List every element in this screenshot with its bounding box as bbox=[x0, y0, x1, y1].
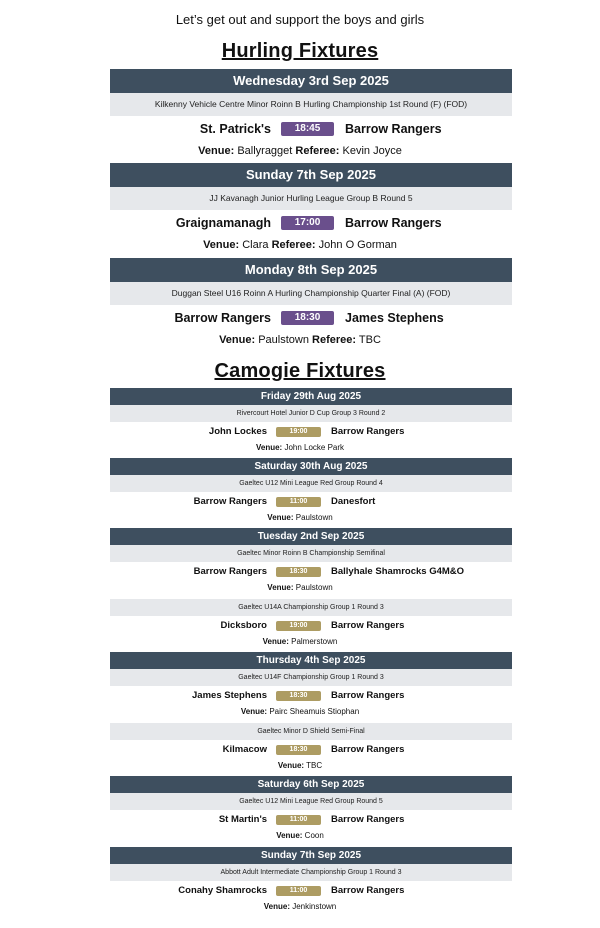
referee-value: John O Gorman bbox=[318, 239, 397, 251]
hurling-away-team: James Stephens bbox=[345, 311, 444, 325]
venue-value: Jenkinstown bbox=[292, 902, 337, 911]
camogie-away-team: Barrow Rangers bbox=[331, 814, 405, 825]
referee-value: Kevin Joyce bbox=[342, 145, 402, 157]
hurling-home-team: Barrow Rangers bbox=[174, 311, 271, 325]
camogie-time-badge: 11:00 bbox=[276, 497, 321, 507]
venue-value: Clara bbox=[242, 239, 269, 251]
camogie-away-team: Barrow Rangers bbox=[331, 885, 405, 896]
venue-value: Paulstown bbox=[295, 513, 333, 522]
camogie-home-team: John Lockes bbox=[208, 426, 267, 437]
hurling-away-team: Barrow Rangers bbox=[345, 122, 442, 136]
camogie-time-badge: 19:00 bbox=[276, 621, 321, 631]
venue-value: Ballyragget bbox=[237, 145, 293, 157]
camogie-date-bar: Friday 29th Aug 2025 bbox=[110, 388, 512, 405]
camogie-competition: Gaeltec U14A Championship Group 1 Round 3 bbox=[110, 599, 512, 616]
venue-label: Venue: bbox=[277, 761, 305, 770]
camogie-time-badge: 18:30 bbox=[276, 691, 321, 701]
camogie-date-bar: Saturday 30th Aug 2025 bbox=[110, 458, 512, 475]
camogie-competition: Abbott Adult Intermediate Championship Group 1 Round 3 bbox=[110, 864, 512, 881]
camogie-home-team: Conahy Shamrocks bbox=[178, 885, 267, 896]
camogie-date-bar: Sunday 7th Sep 2025 bbox=[110, 847, 512, 864]
hurling-section-title: Hurling Fixtures bbox=[221, 40, 379, 62]
hurling-time-badge: 18:30 bbox=[281, 311, 334, 325]
camogie-time-badge: 18:30 bbox=[276, 567, 321, 577]
venue-label: Venue: bbox=[267, 583, 294, 592]
venue-label: Venue: bbox=[219, 334, 256, 346]
camogie-venue-line bbox=[0, 442, 600, 453]
camogie-date-bar: Saturday 6th Sep 2025 bbox=[110, 776, 512, 793]
venue-label: Venue: bbox=[267, 513, 294, 522]
venue-label: Venue: bbox=[263, 902, 290, 911]
camogie-competition: Gaeltec Minor Roinn B Championship Semifinal bbox=[110, 545, 512, 562]
camogie-competition: Gaeltec U12 Mini League Red Group Round 5 bbox=[110, 793, 512, 810]
camogie-date-bar: Thursday 4th Sep 2025 bbox=[110, 652, 512, 669]
referee-value: TBC bbox=[358, 334, 381, 346]
hurling-competition: Duggan Steel U16 Roinn A Hurling Championship Quarter Final (A) (FOD) bbox=[110, 282, 512, 305]
venue-value: John Locke Park bbox=[284, 443, 345, 452]
camogie-time-badge: 19:00 bbox=[276, 427, 321, 437]
camogie-time-badge: 11:00 bbox=[276, 886, 321, 896]
hurling-date-bar: Wednesday 3rd Sep 2025 bbox=[110, 69, 512, 93]
venue-label: Venue: bbox=[255, 443, 283, 452]
venue-value: Palmerstown bbox=[291, 637, 338, 646]
camogie-competition: Gaeltec U14F Championship Group 1 Round 3 bbox=[110, 669, 512, 686]
camogie-home-team: Dicksboro bbox=[220, 620, 267, 631]
camogie-home-team: St Martin's bbox=[218, 814, 267, 825]
camogie-venue-line bbox=[0, 636, 600, 647]
camogie-venue-line bbox=[0, 830, 600, 841]
camogie-venue-line bbox=[0, 706, 600, 717]
hurling-home-team: Graignamanagh bbox=[175, 216, 271, 230]
camogie-competition: Gaeltec U12 Mini League Red Group Round 4 bbox=[110, 475, 512, 492]
camogie-competition: Gaeltec Minor D Shield Semi-Final bbox=[110, 723, 512, 740]
camogie-time-badge: 18:30 bbox=[276, 745, 321, 755]
hurling-venue-line bbox=[0, 333, 600, 347]
hurling-home-team: St. Patrick's bbox=[199, 122, 271, 136]
hurling-venue-line bbox=[0, 238, 600, 252]
venue-value: Pairc Sheamuis Stiophan bbox=[269, 707, 360, 716]
camogie-away-team: Ballyhale Shamrocks G4M&O bbox=[331, 566, 465, 577]
camogie-venue-line bbox=[0, 901, 600, 912]
camogie-home-team: Kilmacow bbox=[222, 744, 267, 755]
referee-label: Referee: bbox=[312, 334, 357, 346]
hurling-date-bar: Monday 8th Sep 2025 bbox=[110, 258, 512, 282]
hurling-venue-line bbox=[0, 144, 600, 158]
camogie-away-team: Danesfort bbox=[331, 496, 376, 507]
hurling-away-team: Barrow Rangers bbox=[345, 216, 442, 230]
venue-value: TBC bbox=[306, 761, 323, 770]
camogie-away-team: Barrow Rangers bbox=[331, 744, 405, 755]
camogie-away-team: Barrow Rangers bbox=[331, 690, 405, 701]
hurling-competition: Kilkenny Vehicle Centre Minor Roinn B Hurling Championship 1st Round (F) (FOD) bbox=[110, 93, 512, 116]
camogie-away-team: Barrow Rangers bbox=[331, 426, 405, 437]
camogie-time-badge: 11:00 bbox=[276, 815, 321, 825]
venue-label: Venue: bbox=[240, 707, 268, 716]
camogie-home-team: James Stephens bbox=[192, 690, 267, 701]
venue-label: Venue: bbox=[276, 831, 303, 840]
venue-label: Venue: bbox=[262, 637, 289, 646]
referee-label: Referee: bbox=[271, 239, 316, 251]
venue-value: Paulstown bbox=[258, 334, 309, 346]
venue-value: Coon bbox=[304, 831, 324, 840]
camogie-date-bar: Tuesday 2nd Sep 2025 bbox=[110, 528, 512, 545]
hurling-date-bar: Sunday 7th Sep 2025 bbox=[110, 163, 512, 187]
referee-label: Referee: bbox=[295, 145, 340, 157]
camogie-venue-line bbox=[0, 512, 600, 523]
camogie-home-team: Barrow Rangers bbox=[193, 496, 267, 507]
hurling-competition: JJ Kavanagh Junior Hurling League Group B Round 5 bbox=[110, 187, 512, 210]
venue-label: Venue: bbox=[198, 145, 235, 157]
camogie-section-title: Camogie Fixtures bbox=[214, 360, 386, 382]
hurling-time-badge: 18:45 bbox=[281, 122, 334, 136]
hurling-time-badge: 17:00 bbox=[281, 216, 334, 230]
camogie-venue-line bbox=[0, 582, 600, 593]
camogie-venue-line bbox=[0, 760, 600, 771]
tagline: Let’s get out and support the boys and girls bbox=[175, 12, 425, 27]
camogie-home-team: Barrow Rangers bbox=[193, 566, 267, 577]
venue-value: Paulstown bbox=[295, 583, 333, 592]
camogie-competition: Rivercourt Hotel Junior D Cup Group 3 Round 2 bbox=[110, 405, 512, 422]
venue-label: Venue: bbox=[203, 239, 240, 251]
camogie-away-team: Barrow Rangers bbox=[331, 620, 405, 631]
